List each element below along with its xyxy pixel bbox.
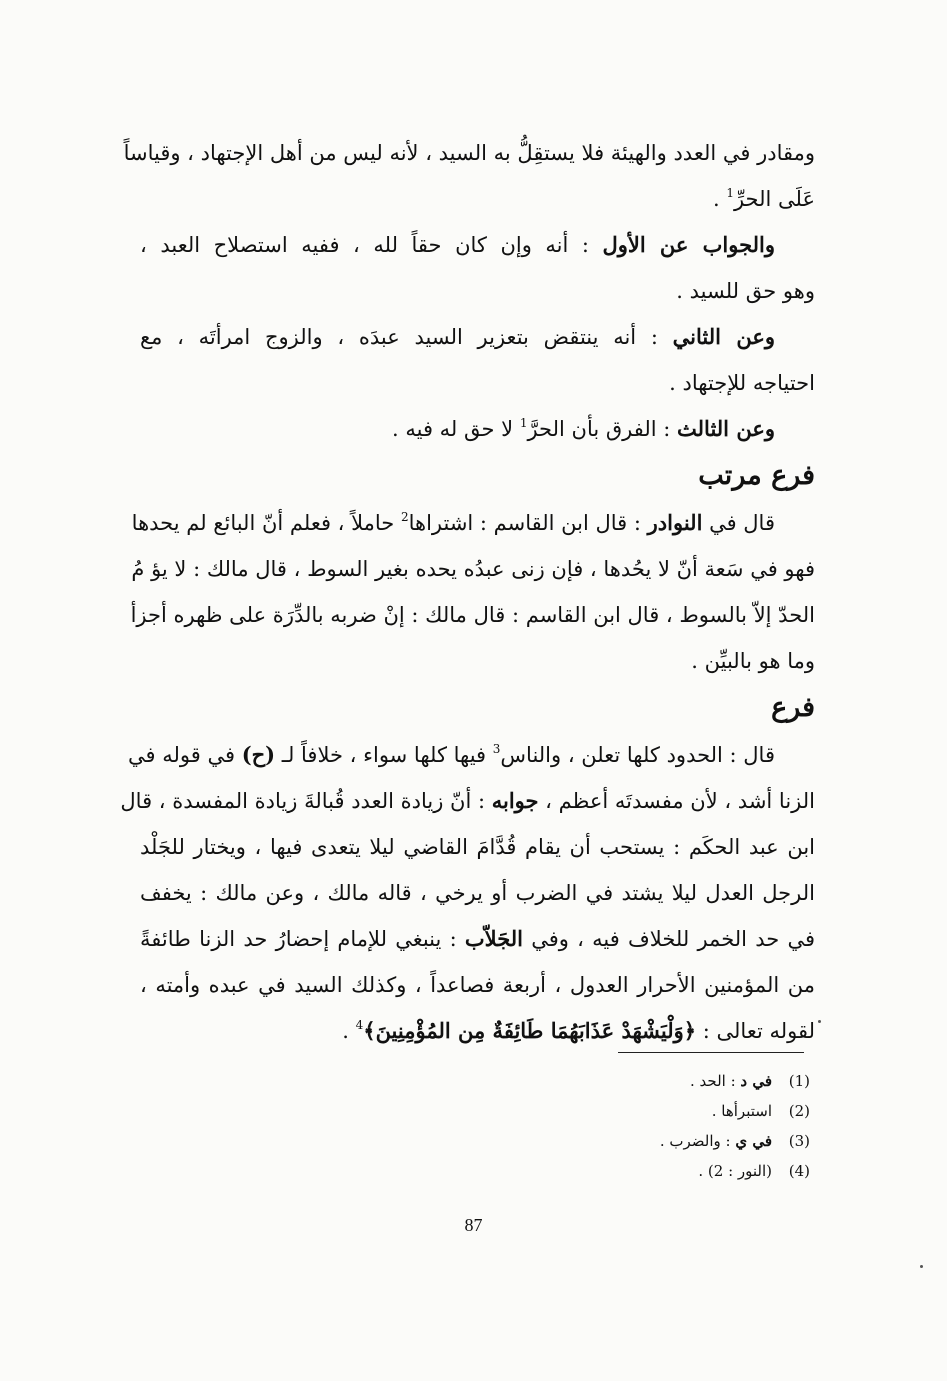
text-line: احتياجه للإجتهاد . [669,371,815,395]
text-line: وما هو بالبيِّن . [691,649,815,673]
text-line [140,1008,815,1054]
footnote-ref: 3 [492,742,501,756]
footnote-text: : والضرب . [659,1132,736,1150]
text-fragment: لقوله تعالى : [696,1019,815,1043]
footnote-ref: 2 [400,510,409,524]
text-fragment: في قوله في [128,743,242,767]
text-fragment: قال : الحدود كلها تعلن ، والناس [500,743,775,767]
paragraph-label: وعن الثاني [672,324,775,349]
quran-verse: ﴿وَلْيَشْهَدْ عَذَابَهُمَا طَائِفَةٌ مِن المُؤْمِنِينَ﴾ [363,1018,697,1043]
text-fragment: عَلَى الحرِّ [733,187,815,211]
text-line [120,778,815,824]
footnote-number: (1) [788,1072,810,1090]
text-fragment: لا حق له فيه . [392,417,520,441]
text-fragment: . [712,187,727,211]
paragraph-label: والجواب عن الأول [602,232,775,257]
footnote-item [600,1126,810,1156]
footnote-item [600,1096,810,1126]
footnote-text: : الحد . [690,1072,741,1090]
footnote-item [600,1156,810,1186]
text-line: الحدّ إلاّ بالسوط ، قال ابن القاسم : قال مالك : إنْ ضربه بالدِّرَة على ظهره أجزأ [130,603,815,627]
footnote-item [600,1066,810,1096]
footnote-divider [618,1052,804,1053]
text-line: وهو حق للسيد . [676,279,815,303]
footnotes [600,1066,810,1186]
paragraph-label: وعن الثالث [677,416,775,441]
text-fragment: الزنا أشد ، لأن مفسدتَه أعظم ، [538,789,815,813]
text-fragment: حاملاً ، فعلم أنّ البائع لم يحدها [131,511,401,535]
page-body [120,130,816,1054]
page-number: 87 [464,1215,483,1235]
footnote-ref: 1 [726,186,734,200]
text-fragment: فيها كلها سواء ، خلافاً لـ [275,743,493,767]
text-line [140,314,815,360]
text-fragment: في حد الخمر للخلاف فيه ، وفي [523,927,815,951]
footnote-text: (النور : 2) . [698,1162,772,1180]
text-line [140,916,815,962]
text-fragment: . [342,1019,356,1043]
footnote-text: استبرأها . [711,1102,772,1120]
footnote-ref: 1 [519,416,528,430]
text-line [131,500,815,546]
text-line [128,732,815,778]
text-line: ابن عبد الحكَم : يستحب أن يقام قُدَّامَ القاضي ليلا يتعدى فيها ، ويختار للجَلْد [140,835,816,859]
section-heading: فرع [771,692,815,723]
scan-speck [818,1020,821,1023]
text-fragment: قال في [702,511,775,535]
source-name: الجَلاّب [464,926,523,951]
footnote-ref: 4 [355,1018,364,1032]
text-fragment: : أنه وإن كان حقاً لله ، ففيه استصلاح العبد ، [140,233,603,257]
source-name: النوادر [647,510,703,535]
text-line [140,222,815,268]
text-line [140,176,815,222]
text-line: من المؤمنين الأحرار العدول ، أربعة فصاعداً ، وكذلك السيد في عبده وأمته ، [140,973,815,997]
text-fragment: : ينبغي للإمام إحضارُ حد الزنا طائفةً [140,927,465,951]
text-line: ومقادر في العدد والهيئة فلا يستقِلُّ به السيد ، لأنه ليس من أهل الإجتهاد ، وقياساً [123,141,815,165]
footnote-source: في ي [735,1132,772,1150]
footnote-number: (4) [788,1162,810,1180]
text-fragment: : أنّ زيادة العدد قُبالةَ زيادة المفسدة ، قال [120,789,492,813]
footnote-source: في د [740,1072,772,1090]
text-line: الرجل العدل ليلا يشتد في الضرب أو يرخي ، قاله مالك ، وعن مالك : يخفف [140,881,815,905]
text-fragment: : الفرق بأن الحرَّ [527,417,678,441]
source-name: (ح) [241,742,276,767]
section-heading: فرع مرتب [698,460,815,491]
paragraph-label: جوابه [491,788,539,813]
footnote-number: (2) [788,1102,810,1120]
footnote-number: (3) [788,1132,810,1150]
text-fragment: : أنه ينتقض بتعزير السيد عبدَه ، والزوج امرأتَه ، مع [140,325,673,349]
text-fragment: : قال ابن القاسم : اشتراها [408,511,648,535]
text-line: فهو في سَعة أنّ لا يحُدها ، فإن زنى عبدُه يحده بغير السوط ، قال مالك : لا يؤ مُ [131,557,815,581]
scan-speck [920,1265,923,1268]
text-line [140,406,815,452]
